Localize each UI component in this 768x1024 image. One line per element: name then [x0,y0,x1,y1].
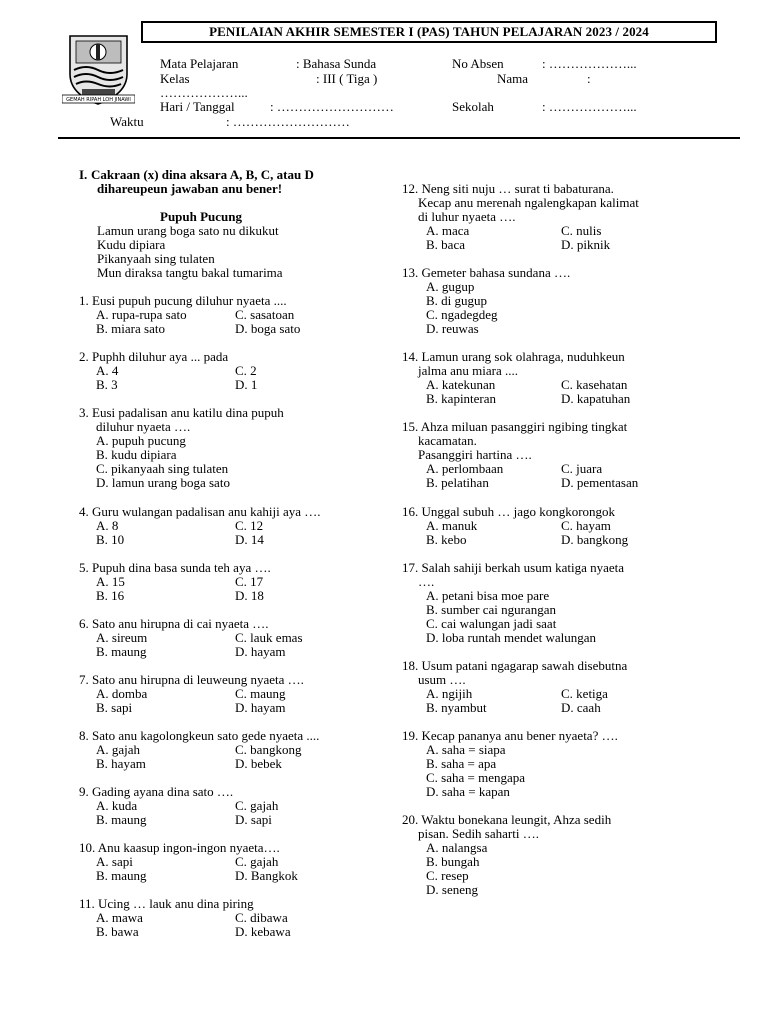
answer-option[interactable]: B. sapi [96,700,133,715]
answer-option[interactable]: C. sasatoan [235,307,295,322]
answer-option[interactable]: C. kasehatan [561,377,628,392]
answer-option[interactable]: A. saha = siapa [426,742,506,757]
question-text: 20. Waktu bonekana leungit, Ahza sedih [402,812,612,827]
question-text: 17. Salah sahiji berkah usum katiga nyaeta [402,560,625,575]
answer-option[interactable]: D. loba runtah mendet walungan [426,630,597,645]
answer-option[interactable]: D. 1 [235,377,258,392]
mapel-label: Mata Pelajaran [160,56,239,71]
question-text: 2. Puphh diluhur aya ... pada [79,349,229,364]
answer-option[interactable]: B. maung [96,868,147,883]
nama-value-cont: ………………... [160,85,248,100]
questions-left-column [79,0,379,1024]
answer-option[interactable]: A. kuda [96,798,138,813]
answer-option[interactable]: D. kebawa [235,924,291,939]
poem-title: Pupuh Pucung [160,209,243,224]
answer-option[interactable]: B. maung [96,812,147,827]
question-text: 12. Neng siti nuju … surat ti babaturana. [402,181,614,196]
answer-option[interactable]: B. nyambut [426,700,487,715]
answer-option[interactable]: C. saha = mengapa [426,770,526,785]
answer-option[interactable]: D. bangkong [561,532,629,547]
question-text: 8. Sato anu kagolongkeun sato gede nyaeta .... [79,728,320,743]
hari-value: : ……………………… [270,99,394,114]
hari-label: Hari / Tanggal [160,99,235,114]
answer-option[interactable]: A. 15 [96,574,125,589]
answer-option[interactable]: A. perlombaan [426,461,504,476]
answer-option[interactable]: B. sumber cai ngurangan [426,602,556,617]
answer-option[interactable]: C. resep [426,868,469,883]
question-text: 1. Eusi pupuh pucung diluhur nyaeta .... [79,293,287,308]
poem-line: Kudu dipiara [97,237,166,252]
answer-option[interactable]: B. kudu dipiara [96,447,177,462]
answer-option[interactable]: D. reuwas [426,321,479,336]
answer-option[interactable]: D. caah [561,700,601,715]
answer-option[interactable]: B. 10 [96,532,125,547]
answer-option[interactable]: C. ngadegdeg [426,307,498,322]
mapel-value: : Bahasa Sunda [296,56,377,71]
question-text: di luhur nyaeta …. [418,209,516,224]
question-text: pisan. Sedih saharti …. [418,826,539,841]
answer-option[interactable]: B. maung [96,644,147,659]
question-text: 9. Gading ayana dina sato …. [79,784,234,799]
waktu-label: Waktu [110,114,144,129]
answer-option[interactable]: D. hayam [235,700,286,715]
question-text: 7. Sato anu hirupna di leuweung nyaeta …. [79,672,304,687]
answer-option[interactable]: A. sireum [96,630,148,645]
question-text: 5. Pupuh dina basa sunda teh aya …. [79,560,271,575]
question-text: 11. Ucing … lauk anu dina piring [79,896,254,911]
question-text: 16. Unggal subuh … jago kongkorongok [402,504,616,519]
answer-option[interactable]: C. maung [235,686,286,701]
answer-option[interactable]: C. gajah [235,798,279,813]
question-text: kacamatan. [418,433,477,448]
answer-option[interactable]: A. manuk [426,518,478,533]
poem-line: Mun diraksa tangtu bakal tumarima [97,265,283,280]
answer-option[interactable]: D. boga sato [235,321,301,336]
question-text: jalma anu miara .... [418,363,518,378]
answer-option[interactable]: D. hayam [235,644,286,659]
question-text: Pasanggiri hartina …. [418,447,532,462]
answer-option[interactable]: C. ketiga [561,686,608,701]
nama-label: Nama [497,71,529,86]
answer-option[interactable]: A. gugup [426,279,475,294]
answer-option[interactable]: D. saha = kapan [426,784,510,799]
nama-value: : [587,71,591,86]
answer-option[interactable]: A. pupuh pucung [96,433,186,448]
answer-option[interactable]: D. pementasan [561,475,639,490]
answer-option[interactable]: B. di gugup [426,293,488,308]
answer-option[interactable]: A. sapi [96,854,133,869]
answer-option[interactable]: B. pelatihan [426,475,489,490]
answer-option[interactable]: C. 2 [235,363,257,378]
sekolah-label: Sekolah [452,99,494,114]
answer-option[interactable]: D. Bangkok [235,868,298,883]
answer-option[interactable]: A. gajah [96,742,141,757]
answer-option[interactable]: C. hayam [561,518,611,533]
no-absen-value: : ………………... [542,56,637,71]
answer-option[interactable]: A. ngijih [426,686,473,701]
answer-option[interactable]: C. nulis [561,223,602,238]
answer-option[interactable]: A. petani bisa moe pare [426,588,550,603]
questions-right-column [402,0,732,1024]
answer-option[interactable]: C. cai walungan jadi saat [426,616,557,631]
sekolah-value: : ………………... [542,99,637,114]
question-text: 15. Ahza miluan pasanggiri ngibing tingkat [402,419,628,434]
instruction-line-1: Cakraan (x) dina aksara A, B, C, atau D [91,167,314,182]
answer-option[interactable]: A. domba [96,686,148,701]
instruction-number: I. [79,167,88,182]
answer-option[interactable]: C. juara [561,461,603,476]
kelas-label: Kelas [160,71,190,86]
answer-option[interactable]: A. 8 [96,518,119,533]
answer-option[interactable]: B. kebo [426,532,467,547]
answer-option[interactable]: D. bebek [235,756,282,771]
answer-option[interactable]: C. bangkong [235,742,302,757]
answer-option[interactable]: B. kapinteran [426,391,497,406]
answer-option[interactable]: B. miara sato [96,321,165,336]
poem-line: Pikanyaah sing tulaten [97,251,215,266]
answer-option[interactable]: D. kapatuhan [561,391,631,406]
question-text: 14. Lamun urang sok olahraga, nuduhkeun [402,349,625,364]
answer-option[interactable]: A. katekunan [426,377,496,392]
answer-option[interactable]: A. 4 [96,363,119,378]
question-text: usum …. [418,672,466,687]
question-text: 18. Usum patani ngagarap sawah disebutna [402,658,628,673]
kelas-value: : III ( Tiga ) [316,71,378,86]
answer-option[interactable]: D. 14 [235,532,264,547]
page-title: PENILAIAN AKHIR SEMESTER I (PAS) TAHUN PELAJARAN 2023 / 2024 [141,21,717,43]
question-text: diluhur nyaeta …. [96,419,191,434]
question-text: 3. Eusi padalisan anu katilu dina pupuh [79,405,284,420]
waktu-value: : ……………………… [226,114,350,129]
no-absen-label: No Absen [452,56,504,71]
answer-option[interactable]: D. piknik [561,237,611,252]
question-text: 10. Anu kaasup ingon-ingon nyaeta…. [79,840,280,855]
answer-option[interactable]: D. 18 [235,588,264,603]
answer-option[interactable]: B. saha = apa [426,756,497,771]
answer-option[interactable]: D. sapi [235,812,272,827]
answer-option[interactable]: C. lauk emas [235,630,303,645]
question-text: 4. Guru wulangan padalisan anu kahiji aya …. [79,504,321,519]
question-text: 6. Sato anu hirupna di cai nyaeta …. [79,616,269,631]
answer-option[interactable]: A. nalangsa [426,840,488,855]
answer-option[interactable]: B. bungah [426,854,480,869]
answer-option[interactable]: B. baca [426,237,465,252]
answer-option[interactable]: A. rupa-rupa sato [96,307,187,322]
question-text: Kecap anu merenah ngalengkapan kalimat [418,195,639,210]
answer-option[interactable]: C. dibawa [235,910,288,925]
poem-line: Lamun urang boga sato nu dikukut [97,223,279,238]
question-text: 19. Kecap pananya anu bener nyaeta? …. [402,728,618,743]
answer-option[interactable]: C. 12 [235,518,264,533]
answer-option[interactable]: D. lamun urang boga sato [96,475,230,490]
logo-caption: GEMAH RIPAH LOH JINAWI [66,97,131,103]
answer-option[interactable]: B. bawa [96,924,139,939]
answer-option[interactable]: A. mawa [96,910,143,925]
answer-option[interactable]: D. seneng [426,882,478,897]
answer-option[interactable]: C. gajah [235,854,279,869]
answer-option[interactable]: B. hayam [96,756,146,771]
instruction-line-2: dihareupeun jawaban anu bener! [97,181,283,196]
answer-option[interactable]: C. pikanyaah sing tulaten [96,461,229,476]
answer-option[interactable]: C. 17 [235,574,264,589]
answer-option[interactable]: B. 3 [96,377,118,392]
answer-option[interactable]: B. 16 [96,588,125,603]
question-text: …. [418,574,435,589]
question-text: 13. Gemeter bahasa sundana …. [402,265,571,280]
answer-option[interactable]: A. maca [426,223,470,238]
